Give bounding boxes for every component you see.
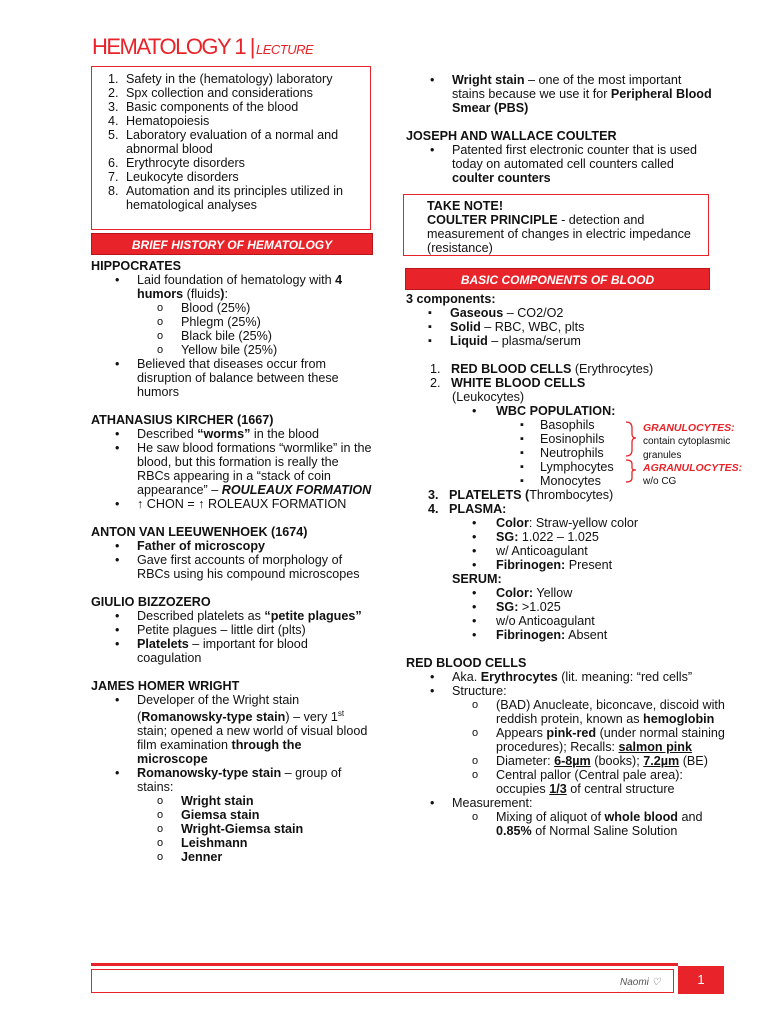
footer-box — [91, 969, 674, 993]
coulter-principle-text: COULTER PRINCIPLE - detection and measurement of changes in electric impedance (resistance) — [427, 213, 691, 255]
bizzozero-heading: GIULIO BIZZOZERO — [91, 595, 211, 609]
coulter-heading: JOSEPH AND WALLACE COULTER — [406, 129, 617, 143]
outline-item: 2. Spx collection and considerations — [122, 86, 370, 100]
wright-heading: JAMES HOMER WRIGHT — [91, 679, 240, 693]
outline-list — [92, 72, 370, 212]
outline-item: 1. Safety in the (hematology) laboratory — [122, 72, 370, 86]
outline-box — [91, 66, 371, 230]
take-note-box — [403, 194, 709, 256]
footer-signature: Naomi ♡ — [620, 977, 661, 988]
history-content: HIPPOCRATES • Laid foundation of hematology with 4 humors (fluids): o Blood (25%) o Phlegm (25%) o Black bile (25%) o Yellow bile (25%) • Believed that diseases occur from disruption of balance between these humors ATHANASIUS KIRCHER (1667) • Described “worms” in the blood • He saw blood formations “wormlike” in the blood, but this formation is really the RBCs appearing in a “stack of coin appearance” – ROULEAUX FORMATION • ↑ CHON = ↑ ROLEAUX FORMATION ANTON VAN LEEUWENHOEK (1674) • Father of microscopy • Gave first accounts of morphology of RBCs using his compound microscopes GIULIO BIZZOZERO • Described platelets as “petite plagues” • Petite plagues – little dirt (plts) • Platelets – important for blood coagulation JAMES HOMER WRIGHT • Developer of the Wright stain (Romanowsky-type stain) – very 1st stain; opened a new world of visual blood film examination through the microscope • Romanowsky-type stain – group of stains: o Wright stain o Giemsa stain o Wright-Giemsa stain o Leishmann o Jenner — [91, 259, 373, 864]
granulocytes-label: GRANULOCYTES: contain cytoplasmic granules — [643, 422, 735, 461]
take-note-label: TAKE NOTE! — [427, 199, 504, 213]
footer-divider — [91, 963, 678, 966]
hippocrates-heading: HIPPOCRATES — [91, 259, 182, 273]
section-header-components: BASIC COMPONENTS OF BLOOD — [405, 268, 710, 290]
right-top-content: • Wright stain – one of the most important stains because we use it for Peripheral Blood Smear (PBS) JOSEPH AND WALLACE COULTER • Patented first electronic counter that is used today on automated cell counters called coulter counters — [406, 73, 716, 185]
leeuwenhoek-heading: ANTON VAN LEEUWENHOEK (1674) — [91, 525, 308, 539]
page-title: HEMATOLOGY 1 | LECTURE — [92, 34, 314, 59]
kircher-heading: ATHANASIUS KIRCHER (1667) — [91, 413, 274, 427]
outline-item: 3. Basic components of the blood — [122, 100, 370, 114]
outline-item: 5. Laboratory evaluation of a normal and abnormal blood — [122, 128, 370, 156]
granulocyte-bracket — [624, 420, 638, 502]
outline-item: 4. Hematopoiesis — [122, 114, 370, 128]
section-header-history: BRIEF HISTORY OF HEMATOLOGY — [91, 233, 373, 255]
agranulocytes-label: AGRANULOCYTES: w/o CG — [643, 462, 743, 487]
outline-item: 7. Leukocyte disorders — [122, 170, 370, 184]
components-content: 3 components: ▪ Gaseous – CO2/O2 ▪ Solid – RBC, WBC, plts ▪ Liquid – plasma/serum 1. RED BLOOD CELLS (Erythrocytes) 2. WHITE BLOOD CELLS (Leukocytes) • WBC POPULATION: ▪ Basophils ▪ Eosinophils ▪ Neutrophils ▪ Lymphocytes ▪ Monocytes 3. PLATELETS (Thrombocytes) 4. PLASMA: • Color: Straw-yellow color • SG: 1.022 – 1.025 • w/ Anticoagulant • Fibrinogen: Present SERUM: • Color: Yellow • SG: >1.025 • w/o Anticoagulant • Fibrinogen: Absent RED BLOOD CELLS • Aka. Erythrocytes (lit. meaning: “red cells” • Structure: o (BAD) Anucleate, biconcave, discoid with reddish protein, known as hemoglobin o Appears pink-red (under normal staining procedures); Recalls: salmon pink o Diameter: 6-8µm (books); 7.2µm (BE) o Central pallor (Central pale area): occupies 1/3 of central structure • Measurement: o Mixing of aliquot of whole blood and 0.85% of Normal Saline Solution — [406, 292, 726, 838]
page-number: 1 — [678, 966, 724, 994]
outline-item: 6. Erythrocyte disorders — [122, 156, 370, 170]
outline-item: 8. Automation and its principles utilized in hematological analyses — [122, 184, 370, 212]
